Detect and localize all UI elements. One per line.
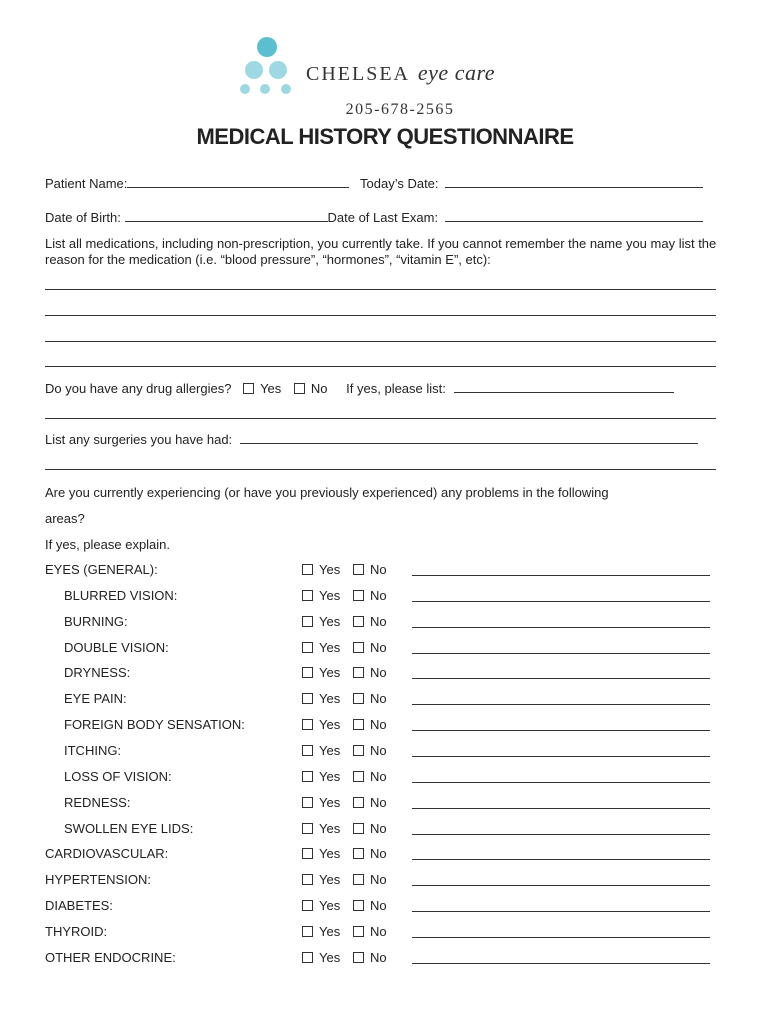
condition-yes-label: Yes (319, 846, 341, 862)
condition-yes-label: Yes (319, 768, 341, 784)
condition-yes-label: Yes (319, 949, 341, 965)
condition-yes-checkbox[interactable] (302, 642, 313, 653)
condition-yes-checkbox[interactable] (302, 564, 313, 575)
condition-explain-field[interactable] (412, 885, 710, 886)
condition-explain-field[interactable] (412, 601, 710, 602)
patient-name-row (45, 176, 716, 191)
condition-no-checkbox[interactable] (353, 719, 364, 730)
condition-yes-label: Yes (319, 742, 341, 758)
condition-no-label: No (370, 820, 387, 836)
condition-yes-checkbox[interactable] (302, 926, 313, 937)
condition-label: ITCHING: (64, 742, 122, 758)
condition-explain-field[interactable] (412, 678, 710, 679)
page-title: MEDICAL HISTORY QUESTIONNAIRE (196, 124, 574, 149)
condition-row (45, 924, 716, 944)
condition-yes-label: Yes (319, 665, 341, 681)
condition-explain-field[interactable] (412, 963, 710, 964)
condition-row (45, 665, 716, 685)
surgeries-row (45, 432, 716, 447)
condition-row (45, 717, 716, 737)
condition-no-checkbox[interactable] (353, 693, 364, 704)
condition-yes-label: Yes (319, 613, 341, 629)
condition-label: CARDIOVASCULAR: (45, 846, 169, 862)
condition-explain-field[interactable] (412, 859, 710, 860)
condition-yes-label: Yes (319, 872, 341, 888)
medications-line-1[interactable] (45, 289, 716, 290)
chelsea-eye-care-logo (238, 34, 538, 96)
condition-label: REDNESS: (64, 794, 131, 810)
condition-no-checkbox[interactable] (353, 848, 364, 859)
condition-no-label: No (370, 898, 387, 914)
allergies-list-label: If yes, please list: (346, 381, 446, 396)
condition-row (45, 562, 716, 582)
brand-wordmark: CHELSEA (306, 63, 409, 85)
condition-no-checkbox[interactable] (353, 667, 364, 678)
condition-no-label: No (370, 665, 387, 681)
dob-row (45, 210, 716, 225)
patient-name-label: Patient Name: (45, 176, 128, 191)
condition-explain-field[interactable] (412, 704, 710, 705)
condition-no-checkbox[interactable] (353, 616, 364, 627)
condition-explain-field[interactable] (412, 911, 710, 912)
condition-no-label: No (370, 562, 387, 577)
condition-yes-checkbox[interactable] (302, 667, 313, 678)
condition-no-checkbox[interactable] (353, 952, 364, 963)
condition-row (45, 614, 716, 634)
condition-yes-checkbox[interactable] (302, 797, 313, 808)
condition-no-label: No (370, 717, 387, 733)
condition-no-label: No (370, 691, 387, 707)
condition-row (45, 743, 716, 763)
allergies-line-2[interactable] (45, 418, 716, 419)
condition-label: DIABETES: (45, 898, 113, 914)
condition-no-label: No (370, 639, 387, 655)
condition-yes-label: Yes (319, 923, 341, 939)
condition-yes-label: Yes (319, 587, 341, 603)
condition-explain-field[interactable] (412, 627, 710, 628)
condition-yes-checkbox[interactable] (302, 848, 313, 859)
condition-explain-field[interactable] (412, 808, 710, 809)
condition-yes-checkbox[interactable] (302, 771, 313, 782)
condition-label: FOREIGN BODY SENSATION: (64, 717, 245, 733)
problems-prompt: Are you currently experiencing (or have you previously experienced) any problems in the following (45, 485, 609, 500)
condition-row (45, 588, 716, 608)
drug-allergies-row (45, 381, 716, 396)
condition-no-label: No (370, 949, 387, 965)
date-of-birth-field[interactable] (125, 211, 328, 222)
condition-no-label: No (370, 742, 387, 758)
condition-no-label: No (370, 923, 387, 939)
condition-row (45, 950, 716, 970)
condition-label: BURNING: (64, 613, 128, 629)
date-of-birth-label: Date of Birth: (45, 210, 121, 225)
condition-label: OTHER ENDOCRINE: (45, 949, 176, 965)
allergies-no-label: No (310, 381, 328, 396)
brand-name (306, 60, 495, 86)
allergies-no-checkbox[interactable] (294, 383, 305, 394)
patient-name-field[interactable] (127, 177, 349, 188)
condition-yes-checkbox[interactable] (302, 745, 313, 756)
surgeries-label: List any surgeries you have had: (45, 432, 233, 447)
condition-label: BLURRED VISION: (64, 587, 178, 603)
allergies-yes-label: Yes (260, 381, 282, 396)
condition-explain-field[interactable] (412, 756, 710, 757)
condition-yes-label: Yes (319, 820, 341, 836)
condition-label: HYPERTENSION: (45, 872, 151, 888)
condition-label: DOUBLE VISION: (64, 639, 169, 655)
condition-label: LOSS OF VISION: (64, 768, 172, 784)
condition-no-checkbox[interactable] (353, 900, 364, 911)
condition-yes-checkbox[interactable] (302, 616, 313, 627)
condition-yes-checkbox[interactable] (302, 900, 313, 911)
logo-dots-icon (238, 34, 308, 96)
medications-line-2[interactable] (45, 315, 716, 316)
todays-date-field[interactable] (445, 177, 703, 188)
condition-no-checkbox[interactable] (353, 823, 364, 834)
condition-no-label: No (370, 794, 387, 810)
problems-prompt-areas: areas? (45, 511, 85, 526)
medications-line-4[interactable] (45, 366, 716, 367)
condition-no-label: No (370, 872, 387, 888)
condition-explain-field[interactable] (412, 834, 710, 835)
condition-yes-checkbox[interactable] (302, 823, 313, 834)
condition-explain-field[interactable] (412, 937, 710, 938)
condition-row (45, 898, 716, 918)
condition-row (45, 691, 716, 711)
explain-prompt: If yes, please explain. (45, 537, 171, 552)
surgeries-field[interactable] (240, 433, 698, 444)
condition-yes-label: Yes (319, 639, 341, 655)
condition-no-checkbox[interactable] (353, 590, 364, 601)
condition-yes-checkbox[interactable] (302, 590, 313, 601)
condition-row (45, 640, 716, 660)
condition-yes-label: Yes (319, 691, 341, 707)
condition-no-checkbox[interactable] (353, 564, 364, 575)
condition-yes-checkbox[interactable] (302, 874, 313, 885)
condition-yes-label: Yes (319, 717, 341, 733)
condition-no-checkbox[interactable] (353, 771, 364, 782)
allergies-list-field[interactable] (454, 382, 674, 393)
phone-number: 205-678-2565 (345, 101, 455, 118)
condition-row (45, 846, 716, 866)
condition-no-checkbox[interactable] (353, 797, 364, 808)
todays-date-label: Today’s Date: (360, 176, 439, 191)
drug-allergies-label: Do you have any drug allergies? (45, 381, 232, 396)
surgeries-line-2[interactable] (45, 469, 716, 470)
condition-no-label: No (370, 846, 387, 862)
condition-no-label: No (370, 587, 387, 603)
condition-explain-field[interactable] (412, 653, 710, 654)
condition-row (45, 769, 716, 789)
condition-no-label: No (370, 768, 387, 784)
condition-yes-checkbox[interactable] (302, 952, 313, 963)
condition-row (45, 795, 716, 815)
date-of-last-exam-label: Date of Last Exam: (327, 210, 439, 225)
condition-label: EYE PAIN: (64, 691, 127, 707)
date-of-last-exam-field[interactable] (445, 211, 703, 222)
condition-label: SWOLLEN EYE LIDS: (64, 820, 194, 836)
condition-no-checkbox[interactable] (353, 745, 364, 756)
condition-yes-checkbox[interactable] (302, 693, 313, 704)
condition-yes-label: Yes (319, 898, 341, 914)
condition-no-checkbox[interactable] (353, 874, 364, 885)
condition-no-checkbox[interactable] (353, 642, 364, 653)
condition-yes-label: Yes (319, 794, 341, 810)
condition-yes-checkbox[interactable] (302, 719, 313, 730)
condition-label: EYES (GENERAL): (45, 562, 158, 577)
condition-explain-field[interactable] (412, 575, 710, 576)
medications-prompt: List all medications, including non-prescription, you currently take. If you cannot remember the name you may list the reason for the medication (i.e. “blood pressure”, “hormones”, “vitamin E”, etc): (45, 236, 717, 267)
condition-label: THYROID: (45, 923, 108, 939)
allergies-yes-checkbox[interactable] (243, 383, 254, 394)
condition-label: DRYNESS: (64, 665, 131, 681)
medications-line-3[interactable] (45, 341, 716, 342)
condition-no-label: No (370, 613, 387, 629)
condition-row (45, 872, 716, 892)
condition-explain-field[interactable] (412, 730, 710, 731)
condition-explain-field[interactable] (412, 782, 710, 783)
condition-row (45, 821, 716, 841)
condition-no-checkbox[interactable] (353, 926, 364, 937)
brand-tagline: eye care (417, 60, 495, 85)
condition-yes-label: Yes (319, 562, 341, 577)
